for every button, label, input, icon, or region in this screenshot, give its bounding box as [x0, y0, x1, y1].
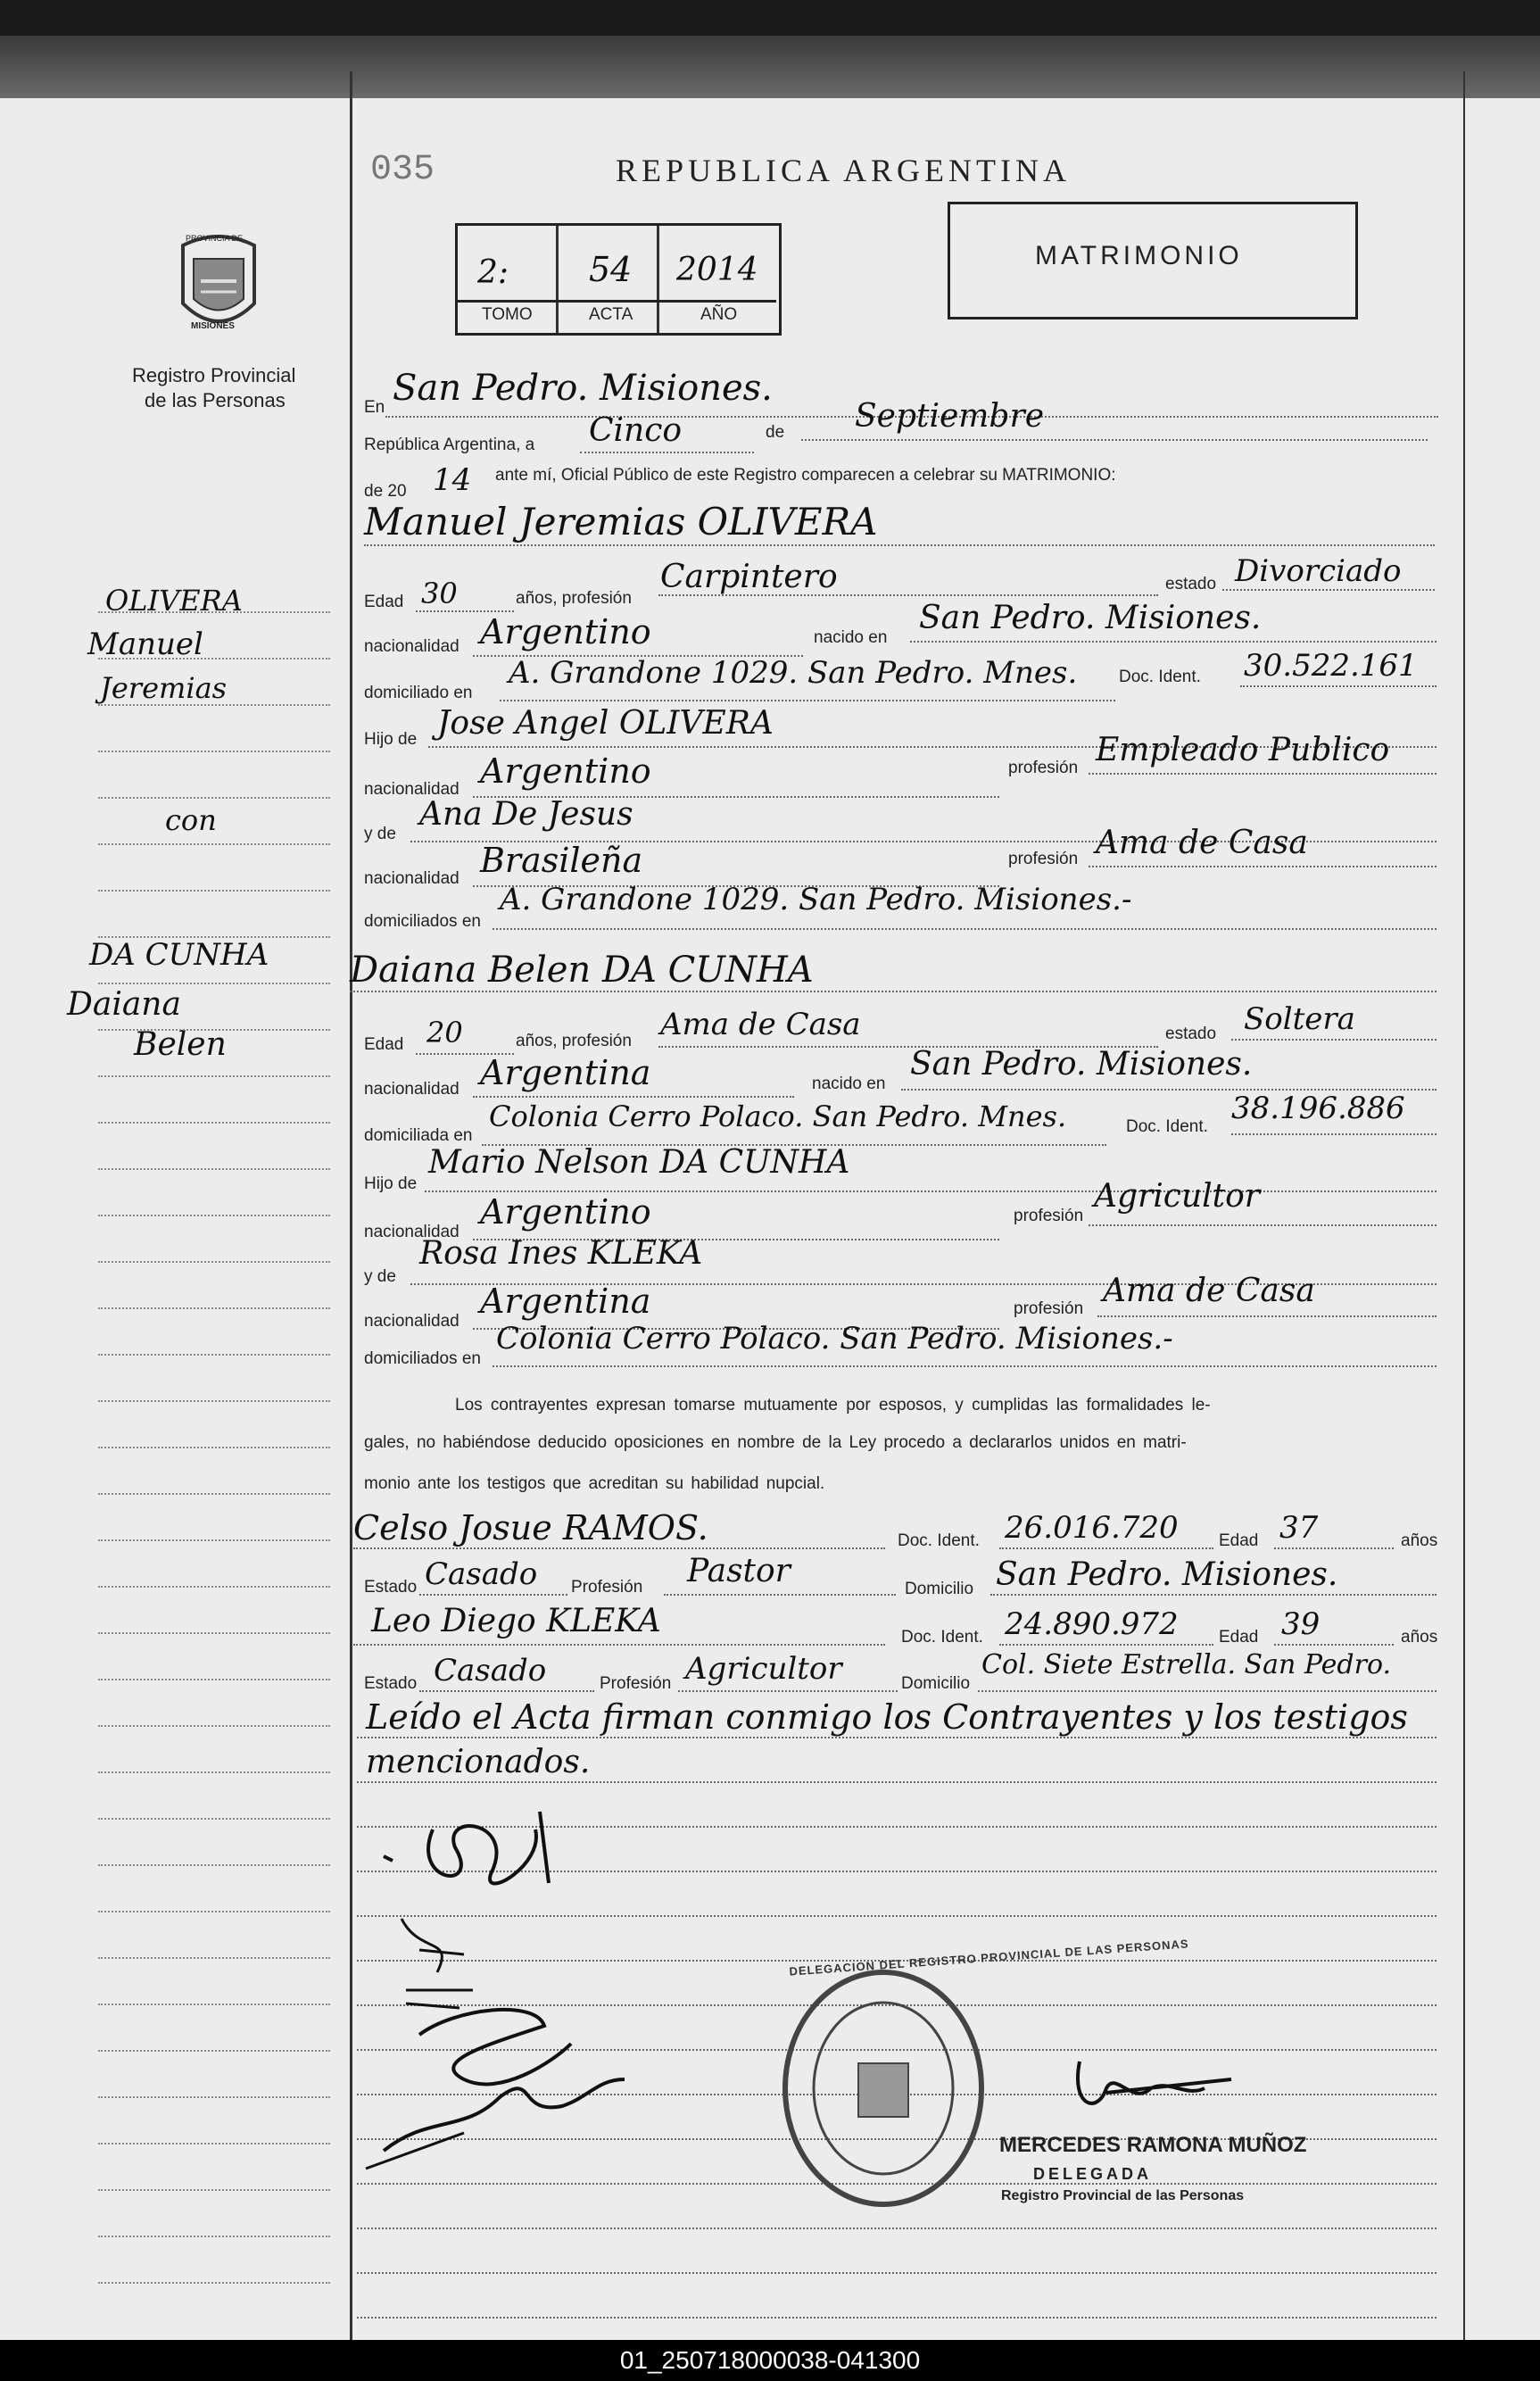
witness2-edad-label: Edad — [1219, 1628, 1259, 1647]
margin-rule — [98, 1122, 330, 1124]
bride-doc-label: Doc. Ident. — [1126, 1117, 1208, 1136]
margin-rule — [98, 1400, 330, 1402]
bride-status: Soltera — [1244, 1001, 1355, 1037]
day: Cinco — [589, 412, 683, 449]
groom-father-nationality: Argentino — [480, 751, 651, 791]
margin-rule — [98, 797, 330, 799]
bride-nacido-label: nacido en — [812, 1074, 886, 1093]
rule — [1231, 1039, 1437, 1041]
official-signature — [1053, 2053, 1321, 2124]
bride-parents-address: Colonia Cerro Polaco. San Pedro. Misiones.- — [496, 1321, 1173, 1356]
intro-text: ante mí, Oficial Público de este Registro comparecen a celebrar su MATRIMONIO: — [495, 466, 1116, 485]
formal-text-line1: Los contrayentes expresan tomarse mutuamente por esposos, y cumplidas las formalidades le- — [455, 1396, 1211, 1414]
margin-rule — [98, 1075, 330, 1077]
groom-domiciliados-label: domiciliados en — [364, 912, 481, 931]
bride-full-name: Daiana Belen DA CUNHA — [350, 950, 814, 991]
groom-birthplace: San Pedro. Misiones. — [919, 600, 1262, 636]
margin-rule — [98, 1679, 330, 1680]
bride-father-nacionalidad-label: nacionalidad — [364, 1223, 460, 1241]
registry-line2: de las Personas — [145, 389, 286, 411]
margin-rule — [98, 936, 330, 938]
rule — [1089, 773, 1437, 775]
groom-doc: 30.522.161 — [1244, 648, 1418, 684]
bride-mother-nationality: Argentina — [480, 1282, 651, 1321]
margin-rule — [98, 2096, 330, 2098]
de-label: de — [766, 423, 785, 442]
groom-estado-label: estado — [1165, 575, 1217, 593]
margin-groom-name2: Jeremias — [100, 671, 228, 705]
bride-edad-label: Edad — [364, 1035, 404, 1054]
registry-line1: Registro Provincial — [132, 364, 296, 386]
bride-domiciliada-label: domiciliada en — [364, 1126, 473, 1145]
margin-rule — [98, 1447, 330, 1448]
groom-full-name: Manuel Jeremias OLIVERA — [364, 500, 878, 543]
bride-father: Mario Nelson DA CUNHA — [428, 1144, 850, 1181]
groom-domiciliado-label: domiciliado en — [364, 684, 473, 702]
margin-rule — [98, 2050, 330, 2052]
rule — [500, 700, 1115, 701]
margin-rule — [98, 1586, 330, 1588]
official-stamp — [776, 1963, 990, 2213]
margin-rule — [98, 611, 330, 613]
seal-top-text: PROVINCIA DE — [186, 234, 244, 243]
official-subtitle: Registro Provincial de las Personas — [1001, 2188, 1245, 2203]
margin-rule — [98, 1818, 330, 1820]
rule — [801, 439, 1428, 441]
margin-rule — [98, 2189, 330, 2191]
groom-mother-nacionalidad-label: nacionalidad — [364, 869, 460, 888]
footer-id: 01_250718000038-041300 — [0, 2340, 1540, 2381]
groom-mother-profesion-label: profesión — [1008, 850, 1079, 868]
groom-father: Jose Angel OLIVERA — [437, 705, 774, 742]
rule — [1274, 1644, 1394, 1646]
rule — [357, 1737, 1437, 1738]
month: Septiembre — [855, 398, 1044, 435]
groom-mother-profession: Ama de Casa — [1096, 825, 1308, 861]
rule — [353, 1547, 885, 1549]
witness1-estado-label: Estado — [364, 1578, 418, 1597]
margin-rule — [98, 1632, 330, 1634]
witness1-age: 37 — [1279, 1510, 1319, 1546]
groom-y-de-label: y de — [364, 825, 396, 843]
bride-estado-label: estado — [1165, 1025, 1217, 1043]
witness1-status: Casado — [425, 1556, 538, 1592]
bride-anos-profesion-label: años, profesión — [516, 1032, 632, 1050]
signature-rule — [357, 2272, 1437, 2274]
box-divider — [657, 226, 659, 333]
margin-rule — [98, 2143, 330, 2145]
bride-mother-profesion-label: profesión — [1014, 1299, 1084, 1318]
witness1-doc: 26.016.720 — [1005, 1510, 1179, 1546]
witness2-status: Casado — [434, 1653, 547, 1688]
republica-label: República Argentina, a — [364, 436, 535, 454]
margin-rule — [98, 704, 330, 706]
witness2-age: 39 — [1281, 1606, 1321, 1642]
official-name: MERCEDES RAMONA MUÑOZ — [999, 2133, 1307, 2157]
groom-anos-profesion-label: años, profesión — [516, 589, 632, 608]
rule — [350, 991, 1437, 992]
tomo-value: 2: — [477, 254, 509, 291]
rule — [658, 594, 1158, 596]
rule — [1089, 866, 1437, 867]
anio-label: AÑO — [700, 305, 738, 324]
margin-rule — [98, 658, 330, 660]
rule — [473, 1096, 794, 1098]
rule — [493, 1365, 1437, 1367]
bride-age: 20 — [426, 1016, 463, 1049]
rule — [580, 452, 754, 453]
right-margin-line — [1463, 71, 1465, 2374]
witness2-profession: Agricultor — [685, 1651, 842, 1687]
groom-father-profesion-label: profesión — [1008, 759, 1079, 777]
witness1-anos-label: años — [1401, 1531, 1438, 1550]
rule — [1222, 589, 1435, 591]
margin-rule — [98, 2236, 330, 2237]
witness1-profesion-label: Profesión — [571, 1578, 643, 1597]
margin-bride-name1: Daiana — [67, 986, 181, 1023]
witness2-domicilio-label: Domicilio — [901, 1674, 971, 1693]
groom-hijo-label: Hijo de — [364, 730, 418, 749]
margin-bride-surname: DA CUNHA — [89, 937, 269, 973]
witness1-profession: Pastor — [687, 1553, 791, 1589]
formal-text-line2: gales, no habiéndose deducido oposiciones en nombre de la Ley procedo a declararlos unidos en matri- — [364, 1433, 1187, 1452]
en-label: En — [364, 398, 385, 417]
signature-rule — [357, 2228, 1437, 2229]
bride-nacionalidad-label: nacionalidad — [364, 1080, 460, 1099]
margin-rule — [98, 1725, 330, 1727]
groom-nacido-label: nacido en — [814, 628, 888, 647]
witness2-doc: 24.890.972 — [1005, 1606, 1179, 1642]
witness2-name: Leo Diego KLEKA — [371, 1603, 661, 1639]
rule — [664, 1594, 896, 1596]
margin-rule — [98, 1539, 330, 1541]
margin-rule — [98, 1354, 330, 1356]
rule — [419, 1594, 567, 1596]
groom-mother-nationality: Brasileña — [480, 841, 643, 880]
seal-bottom-text: MISIONES — [191, 321, 235, 331]
bride-profession: Ama de Casa — [660, 1007, 861, 1042]
margin-bride-name2: Belen — [134, 1026, 227, 1063]
bride-mother-nacionalidad-label: nacionalidad — [364, 1312, 460, 1331]
margin-rule — [98, 2004, 330, 2005]
anio-value: 2014 — [676, 252, 758, 288]
groom-father-nacionalidad-label: nacionalidad — [364, 780, 460, 799]
rule — [419, 1690, 594, 1692]
bride-mother: Rosa Ines KLEKA — [419, 1235, 703, 1272]
bride-mother-profession: Ama de Casa — [1103, 1273, 1315, 1309]
acta-label: ACTA — [589, 305, 633, 324]
witness1-address: San Pedro. Misiones. — [996, 1556, 1338, 1593]
groom-age: 30 — [421, 577, 458, 610]
margin-groom-surname: OLIVERA — [105, 584, 243, 618]
bride-hijo-label: Hijo de — [364, 1174, 418, 1193]
page-top-edge — [0, 36, 1540, 98]
margin-rule — [98, 1864, 330, 1866]
witness2-profesion-label: Profesión — [600, 1674, 672, 1693]
margin-rule — [98, 1215, 330, 1216]
rule — [364, 544, 1435, 546]
witness2-address: Col. Siete Estrella. San Pedro. — [981, 1649, 1392, 1680]
groom-father-profession: Empleado Publico — [1096, 732, 1390, 768]
bride-address: Colonia Cerro Polaco. San Pedro. Mnes. — [489, 1099, 1067, 1133]
year-suffix: 14 — [433, 462, 472, 498]
official-title: DELEGADA — [1033, 2165, 1153, 2183]
bride-nationality: Argentina — [480, 1053, 651, 1092]
formal-text-line3: monio ante los testigos que acreditan su habilidad nupcial. — [364, 1474, 825, 1493]
bride-y-de-label: y de — [364, 1267, 396, 1286]
bride-father-profession: Agricultor — [1094, 1178, 1260, 1215]
bride-father-nationality: Argentino — [480, 1192, 651, 1232]
rule — [1274, 1547, 1394, 1549]
stamp-text: DELEGACION DEL REGISTRO PROVINCIAL DE LAS PERSONAS — [789, 1937, 1189, 1979]
place: San Pedro. Misiones. — [393, 368, 773, 409]
groom-profession: Carpintero — [660, 559, 838, 595]
rule — [493, 928, 1437, 930]
rule — [678, 1690, 898, 1692]
witness2-estado-label: Estado — [364, 1674, 418, 1693]
margin-rule — [98, 751, 330, 752]
witness1-doc-label: Doc. Ident. — [898, 1531, 980, 1550]
groom-mother: Ana De Jesus — [419, 796, 633, 833]
witness1-domicilio-label: Domicilio — [905, 1580, 974, 1598]
rule — [978, 1690, 1437, 1692]
rule — [1240, 685, 1437, 687]
contracting-parties-signatures — [357, 1776, 625, 2178]
groom-parents-address: A. Grandone 1029. San Pedro. Misiones.- — [500, 882, 1132, 917]
witness2-doc-label: Doc. Ident. — [901, 1628, 983, 1647]
margin-line — [350, 71, 352, 2374]
bride-father-profesion-label: profesión — [1014, 1207, 1084, 1225]
margin-rule — [98, 843, 330, 845]
margin-rule — [98, 1771, 330, 1773]
rule — [999, 1644, 1213, 1646]
margin-rule — [98, 1261, 330, 1263]
rule — [353, 1644, 885, 1646]
margin-rule — [98, 890, 330, 892]
bride-birthplace: San Pedro. Misiones. — [910, 1046, 1253, 1083]
country-title: REPUBLICA ARGENTINA — [616, 153, 1072, 188]
margin-rule — [98, 1307, 330, 1309]
groom-nacionalidad-label: nacionalidad — [364, 637, 460, 656]
closing-line2: mencionados. — [366, 1744, 591, 1780]
box-label-rule — [458, 300, 776, 303]
margin-rule — [98, 1957, 330, 1959]
margin-rule — [98, 1168, 330, 1170]
groom-doc-label: Doc. Ident. — [1119, 668, 1201, 686]
rule — [999, 1547, 1213, 1549]
signature-rule — [357, 2317, 1437, 2319]
rule — [910, 641, 1437, 643]
bride-domiciliados-label: domiciliados en — [364, 1349, 481, 1368]
witness1-name: Celso Josue RAMOS. — [353, 1508, 708, 1547]
rule — [1231, 1133, 1437, 1135]
act-type: MATRIMONIO — [1035, 241, 1243, 270]
margin-rule — [98, 983, 330, 984]
rule — [990, 1594, 1437, 1596]
box-divider — [556, 226, 559, 333]
tomo-label: TOMO — [482, 305, 533, 324]
bride-doc: 38.196.886 — [1231, 1091, 1405, 1126]
groom-address: A. Grandone 1029. San Pedro. Mnes. — [509, 655, 1078, 691]
acta-value: 54 — [589, 250, 633, 289]
witness2-anos-label: años — [1401, 1628, 1438, 1647]
witness1-edad-label: Edad — [1219, 1531, 1259, 1550]
groom-status: Divorciado — [1235, 553, 1402, 589]
margin-rule — [98, 2282, 330, 2284]
page-number: 035 — [370, 150, 435, 190]
rule — [1089, 1224, 1437, 1226]
margin-connector: con — [165, 803, 217, 837]
margin-rule — [98, 1493, 330, 1495]
rule — [1097, 1315, 1437, 1317]
margin-groom-name1: Manuel — [87, 626, 203, 662]
margin-rule — [98, 1911, 330, 1912]
year-prefix: de 20 — [364, 482, 407, 501]
groom-edad-label: Edad — [364, 593, 404, 611]
margin-rule — [98, 1029, 330, 1031]
closing-line1: Leído el Acta firman conmigo los Contrayentes y los testigos — [366, 1697, 1408, 1737]
groom-nationality: Argentino — [480, 612, 651, 651]
